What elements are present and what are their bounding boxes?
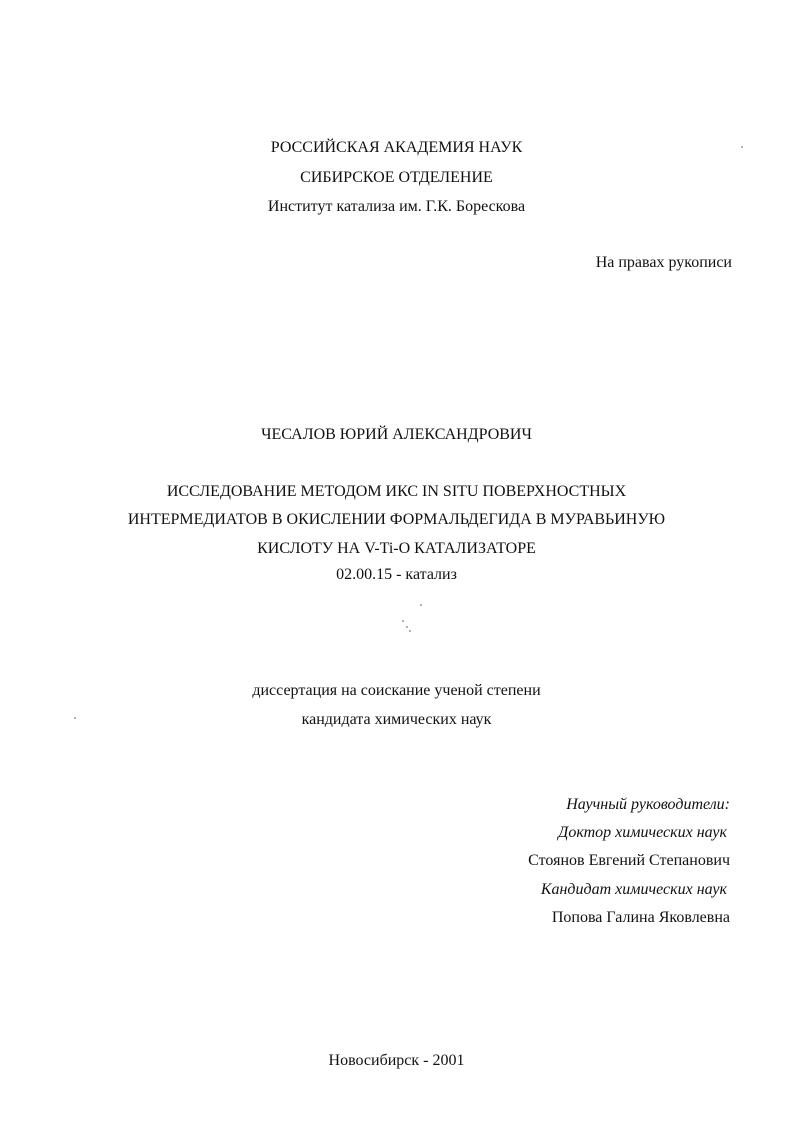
degree-line-2: кандидата химических наук <box>301 711 492 728</box>
scan-speck <box>402 620 404 622</box>
supervisors-heading: Научный руководители: <box>566 796 730 813</box>
branch-name: СИБИРСКОЕ ОТДЕЛЕНИЕ <box>300 169 493 186</box>
dissertation-title-line-3: КИСЛОТУ НА V-Ti-O КАТАЛИЗАТОРЕ <box>257 540 536 557</box>
supervisor-2-title: Кандидат химических наук <box>540 881 727 898</box>
scan-speck <box>406 626 408 628</box>
academy-name: РОССИЙСКАЯ АКАДЕМИЯ НАУК <box>270 139 523 156</box>
degree-line-1: диссертация на соискание ученой степени <box>252 682 541 699</box>
dissertation-title-line-1: ИССЛЕДОВАНИЕ МЕТОДОМ ИКС IN SITU ПОВЕРХНОСТНЫХ <box>166 483 627 500</box>
specialty-code: 02.00.15 - катализ <box>336 566 457 583</box>
scan-speck <box>74 717 76 719</box>
supervisor-2-name: Попова Галина Яковлевна <box>551 909 730 926</box>
supervisor-1-title: Доктор химических наук <box>558 824 727 841</box>
author-name: ЧЕСАЛОВ ЮРИЙ АЛЕКСАНДРОВИЧ <box>261 426 532 443</box>
scan-speck <box>741 146 743 148</box>
supervisor-1-name: Стоянов Евгений Степанович <box>528 852 730 869</box>
city-year: Новосибирск - 2001 <box>328 1052 465 1069</box>
rights-note: На правах рукописи <box>595 254 732 271</box>
scan-speck <box>409 630 411 632</box>
scan-speck <box>420 604 422 606</box>
dissertation-title-line-2: ИНТЕРМЕДИАТОВ В ОКИСЛЕНИИ ФОРМАЛЬДЕГИДА В МУРАВЬИНУЮ <box>127 511 666 528</box>
institute-name: Институт катализа им. Г.К. Борескова <box>267 198 526 215</box>
